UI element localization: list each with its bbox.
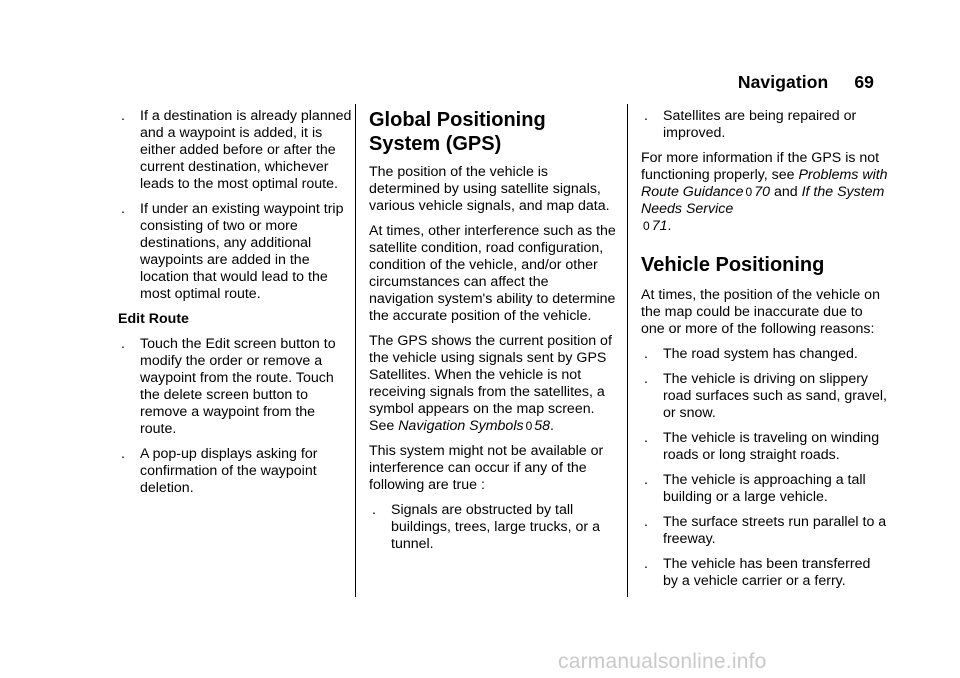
page-ref-icon: 0: [525, 419, 533, 433]
list-item: . Signals are obstructed by tall buildings, trees, large trucks, or a tunnel.: [369, 502, 617, 553]
paragraph: This system might not be available or interference can occur if any of the following are true :: [369, 443, 604, 493]
column-divider: [627, 104, 628, 597]
paragraph: At times, the position of the vehicle on the map could be inaccurate due to one or more of the following reasons:: [641, 287, 880, 337]
list-item: . If a destination is already planned and a waypoint is added, it is either added before or after the current destination, whichever leads to the most optimal route.: [118, 108, 353, 193]
bullet-marker: .: [372, 502, 376, 518]
column-3: [641, 108, 889, 598]
bullet-marker: .: [644, 108, 648, 124]
heading-vehicle-positioning: Vehicle Positioning: [641, 254, 825, 276]
list-item: . The vehicle has been transferred by a vehicle carrier or a ferry.: [641, 556, 889, 590]
page-ref-number[interactable]: 70: [754, 184, 771, 200]
page-ref-number[interactable]: 58: [534, 418, 551, 434]
heading-gps: Global Positioning System (GPS): [369, 109, 546, 155]
column-divider: [355, 104, 356, 597]
list-item: . A pop-up displays asking for confirmation of the waypoint deletion.: [118, 446, 353, 497]
page-ref-icon: 0: [643, 219, 650, 233]
list-item: . The vehicle is driving on slippery road surfaces such as sand, gravel, or snow.: [641, 371, 889, 422]
list-item: . The vehicle is traveling on winding roads or long straight roads.: [641, 430, 889, 464]
page-ref-number[interactable]: 71: [651, 218, 668, 234]
paragraph: For more information if the GPS is not functioning properly, see Problems with Route Guidance 0 70 and If the System Needs Service 0 71.: [641, 150, 888, 234]
bullet-marker: .: [121, 108, 125, 124]
subheading-edit-route: Edit Route: [118, 311, 189, 327]
list-item: . Satellites are being repaired or improved.: [641, 108, 889, 142]
page-header: [738, 72, 874, 93]
bullet-marker: .: [644, 556, 648, 572]
bullet-marker: .: [121, 446, 125, 462]
page-number: 69: [854, 72, 874, 92]
bullet-marker: .: [644, 430, 648, 446]
watermark-text: carmanualsonline.info: [558, 650, 767, 673]
bullet-marker: .: [644, 371, 648, 387]
cross-reference-link[interactable]: If the System Needs Service: [641, 184, 885, 217]
section-title: Navigation: [737, 72, 829, 92]
bullet-marker: .: [121, 336, 125, 352]
cross-reference-link[interactable]: Navigation Symbols: [398, 418, 524, 434]
list-item: . The surface streets run parallel to a freeway.: [641, 514, 889, 548]
bullet-marker: .: [644, 472, 648, 488]
list-item: . If under an existing waypoint trip consisting of two or more destinations, any additional waypoints are added in the location that would lead to the most optimal route.: [118, 201, 353, 303]
bullet-marker: .: [644, 346, 648, 362]
column-2: [369, 108, 617, 561]
list-item: . The road system has changed.: [641, 346, 889, 363]
bullet-marker: .: [121, 201, 125, 217]
list-item: . The vehicle is approaching a tall building or a large vehicle.: [641, 472, 889, 506]
paragraph: At times, other interference such as the satellite condition, road configuration, condition of the vehicle, and/or other circumstances can affect the navigation system's ability to determine the accurate position of the vehicle.: [369, 223, 616, 324]
cross-reference-link[interactable]: Problems with Route Guidance: [641, 167, 888, 200]
paragraph: The position of the vehicle is determined by using satellite signals, various vehicle signals, and map data.: [369, 164, 610, 214]
column-1: [118, 108, 353, 505]
bullet-marker: .: [644, 514, 648, 530]
paragraph: The GPS shows the current position of the vehicle using signals sent by GPS Satellites. When the vehicle is not receiving signals from the satellites, a symbol appears on the map screen. See Navigation Symbols 0 58.: [369, 333, 612, 434]
page-ref-icon: 0: [745, 185, 753, 199]
list-item: . Touch the Edit screen button to modify the order or remove a waypoint from the route. Touch the delete screen button to remove a waypoint from the route.: [118, 336, 353, 438]
